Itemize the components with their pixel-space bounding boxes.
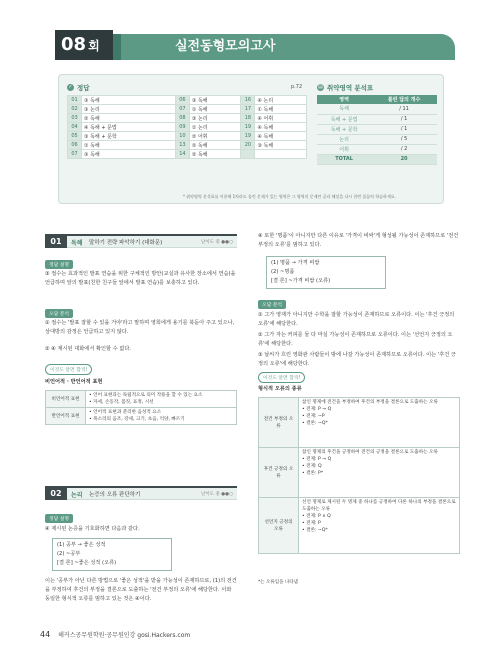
fallacy-table-note: *는 오류임을 나타냄 [258, 580, 298, 585]
area-analysis-title: ▤ 취약영역 분석표 [318, 84, 374, 92]
answer-number: 20 [241, 141, 255, 150]
answers-title: ✓ 정답 [68, 84, 90, 92]
question-topic: 말하기 전략 파악하기 (대화문) [89, 240, 163, 246]
answer-value: ③ 독해 [189, 96, 241, 105]
fallacy-table-title: 형식적 오류의 종류 [258, 386, 302, 392]
answer-number: 19 [241, 123, 255, 132]
difficulty: 난이도 중 ●●○ [200, 492, 233, 497]
answer-summary-box [58, 74, 444, 204]
page-number: 44 [40, 630, 51, 639]
question-category: 논리 [71, 492, 83, 499]
answer-number: 18 [241, 114, 255, 123]
right-intro: ④ 또한 '명품'이 아니지만 다른 이유로 '가격이 비싸'게 형성될 가능성이 존재하므로 '전건 부정의 오류'를 범하고 있다. [258, 233, 459, 248]
answer-value: ④ 논리 [255, 96, 307, 105]
fallacy-head: 후건 긍정의 오류 [259, 448, 299, 498]
paraverbal-header: 반언어적 표현 [46, 408, 86, 425]
paraverbal-desc: • 언어적 표현과 분리한 음성적 요소 • 목소리의 음조, 강세, 크기, 초음, 억양, 빠르기 [86, 408, 237, 425]
answer-value: ④ 어휘 [255, 114, 307, 123]
chart-icon: ▤ [318, 84, 323, 90]
answer-number: 07 [175, 105, 189, 114]
expression-table [45, 390, 237, 425]
question-category: 독해 [71, 240, 83, 247]
check-icon: ✓ [68, 84, 73, 90]
nonverbal-desc: • 언어 표현과는 독립적으로 의미 작용을 할 수 있는 요소 • 자세, 손동작, 몸짓, 표정, 시선 [86, 391, 237, 408]
answer-value: ③ 논리 [189, 114, 241, 123]
right-formula-box: (1) 명품 → 가격 비쌈 (2) ~명품 [결 론] ~가격 비쌈 (오류) [266, 256, 386, 289]
question-01-header [45, 234, 237, 248]
count-col-header: 틀린 답의 개수 [371, 95, 437, 104]
q02-formula-box: (1) 공부 → 좋은 성적 (2) ~공부 [결 론] ~좋은 성적 (오류) [52, 538, 172, 571]
answer-value: ③ 독해 [82, 150, 176, 159]
right-wrong-3: ③ 날씨가 흐린 영화관 사람들이 밖에 나갈 가능성이 존재하므로 오류이다. 이는 '후건 긍정의 오류'에 해당한다. [258, 352, 456, 367]
question-number: 02 [45, 488, 67, 500]
footer-text: 해커스공무원학원·공무원인강 gosi.Hackers.com [58, 632, 191, 639]
count-cell: / 5 [371, 134, 437, 144]
count-cell: / 2 [371, 144, 437, 154]
q02-body: 이는 '공부가 아닌 다른 방법으로 '좋은 성적'을 받을 가능성이 존재하므로, (1)의 전건을 부정하여 후건의 부정을 결론으로 도출하는 '전건 부정의 오류'에 해당한다. 이와 동일한 형식적 오류를 범하고 있는 것은 ④이다. [45, 578, 237, 602]
answer-number [241, 150, 255, 159]
answer-tag: 정답 설명 [45, 514, 73, 523]
answer-number: 02 [68, 105, 82, 114]
answer-number: 06 [68, 141, 82, 150]
answer-number: 04 [68, 123, 82, 132]
nonverbal-header: 비언어적 표현 [46, 391, 86, 408]
answer-value: ② 어휘 [189, 132, 241, 141]
question-topic: 논증의 오류 판단하기 [89, 492, 141, 498]
answer-number: 17 [241, 105, 255, 114]
fallacy-table [258, 397, 460, 554]
right-wrong-1: ① 그가 영재가 아니지만 수학을 잘할 가능성이 존재하므로 오류이다. 이는 '후건 긍정의 오류'에 해당한다. [258, 312, 455, 327]
answer-value: ④ 독해 [255, 123, 307, 132]
answer-number: 13 [175, 141, 189, 150]
answer-number: 05 [68, 132, 82, 141]
difficulty: 난이도 중 ●●○ [200, 240, 233, 245]
total-count: 20 [371, 154, 437, 164]
answer-value: ② 독해 [82, 114, 176, 123]
fallacy-head: 선언지 긍정의 오류 [259, 498, 299, 554]
answer-number: 14 [175, 150, 189, 159]
answer-value: ② 독해 [189, 141, 241, 150]
answer-value: ① 독해 [82, 141, 176, 150]
answer-number: 03 [68, 114, 82, 123]
expression-table-title: 비언어적 · 반언어적 표현 [45, 379, 103, 385]
answer-number: 08 [175, 114, 189, 123]
answer-value: ③ 독해 + 문학 [82, 132, 176, 141]
page-title: 실전동형모의고사 [113, 34, 455, 60]
area-cell: 논리 [317, 134, 371, 144]
count-cell: / 1 [371, 114, 437, 124]
more-info-tag: 이것도 알면 합격! [45, 364, 92, 375]
answer-value: ① 논리 [189, 123, 241, 132]
answer-value: ③ 논리 [82, 105, 176, 114]
count-cell: / 11 [371, 104, 437, 114]
count-cell: / 1 [371, 124, 437, 134]
area-cell: 독해 + 문법 [317, 114, 371, 124]
right-wrong-2: ② 그가 자는 커피를 둘 다 마실 가능성이 존재하므로 오류이다. 이는 '선언지 긍정의 오류'에 해당한다. [258, 332, 453, 347]
round-header [55, 30, 455, 60]
area-col-header: 영역 [317, 95, 371, 104]
page-footer [40, 630, 190, 639]
answer-value: ④ 독해 [255, 132, 307, 141]
answer-value [255, 150, 307, 159]
wrong-analysis-1: ① 절수는 '발표 잘할 수 있을 거야'라고 말하며 영희에게 용기를 북돋아 주고 있으나, 상대방의 감정은 언급하고 있지 않다. [45, 320, 235, 335]
area-cell: 독해 [317, 104, 371, 114]
fallacy-desc: 참인 명제의 후건을 긍정하여 전건의 긍정을 결론으로 도출하는 오류 • 전제: P → Q • 전제: Q • 결론: P* [299, 448, 460, 498]
answer-value: ② 독해 [189, 150, 241, 159]
answer-number: 09 [175, 123, 189, 132]
answer-number: 10 [175, 132, 189, 141]
answer-number: 19 [241, 132, 255, 141]
fallacy-desc: 선언 명제로 제시된 두 명제 중 하나를 긍정하여 다른 하나의 부정을 결론으로 도출하는 오류 • 전제: P ∨ Q • 전제: P • 결론: ~Q* [299, 498, 460, 554]
answer-grid [67, 95, 307, 159]
wrong-analysis-2: ② ④ 제시된 대화에서 확인할 수 없다. [45, 346, 131, 352]
answer-number: 06 [175, 96, 189, 105]
total-label: TOTAL [317, 154, 371, 164]
question-02-header [45, 486, 237, 500]
more-info-tag: 이것도 알면 합격! [258, 372, 305, 383]
answer-value: ③ 독해 [255, 141, 307, 150]
answer-number: 01 [68, 96, 82, 105]
answer-number: 16 [241, 96, 255, 105]
answer-value: ③ 독해 [82, 96, 176, 105]
question-number: 01 [45, 236, 67, 248]
answer-value: ① 독해 [255, 105, 307, 114]
answer-number: 07 [68, 150, 82, 159]
answer-tag: 정답 설명 [45, 260, 73, 269]
q02-intro: ④ 제시된 논증을 기호화하면 다음과 같다. [45, 526, 140, 532]
area-analysis-table [317, 95, 437, 165]
fallacy-desc: 참인 명제에 전건을 부정하여 후건의 부정을 결론으로 도출하는 오류 • 전제: P → Q • 전제: ~P • 결론: ~Q* [299, 398, 460, 448]
answer-value: ④ 독해 + 문법 [82, 123, 176, 132]
area-cell: 독해 + 문학 [317, 124, 371, 134]
page-reference: p.72 [291, 84, 303, 90]
area-cell: 어휘 [317, 144, 371, 154]
answer-value: ① 독해 [189, 105, 241, 114]
answer-explanation: ③ 절수는 효과적인 발표 연습을 위한 구체적인 방안(교실과 유사한 장소에서 연습)을 언급하며 앞의 발표(친한 친구들 앞에서 발표 연습)를 보충하고 있다. [45, 271, 236, 286]
wrong-analysis-tag: 오답 분석 [45, 309, 73, 318]
area-note: * 취약영역 분석표를 이용해 1차라도 틀린 문제가 있는 영역은 그 영역의 문제만 골라 해설을 다시 한번 꼼꼼히 학습하세요. [183, 194, 396, 199]
wrong-analysis-tag: 오답 분석 [258, 300, 286, 309]
fallacy-head: 전건 부정의 오류 [259, 398, 299, 448]
round-number: 08 회 [55, 30, 113, 60]
